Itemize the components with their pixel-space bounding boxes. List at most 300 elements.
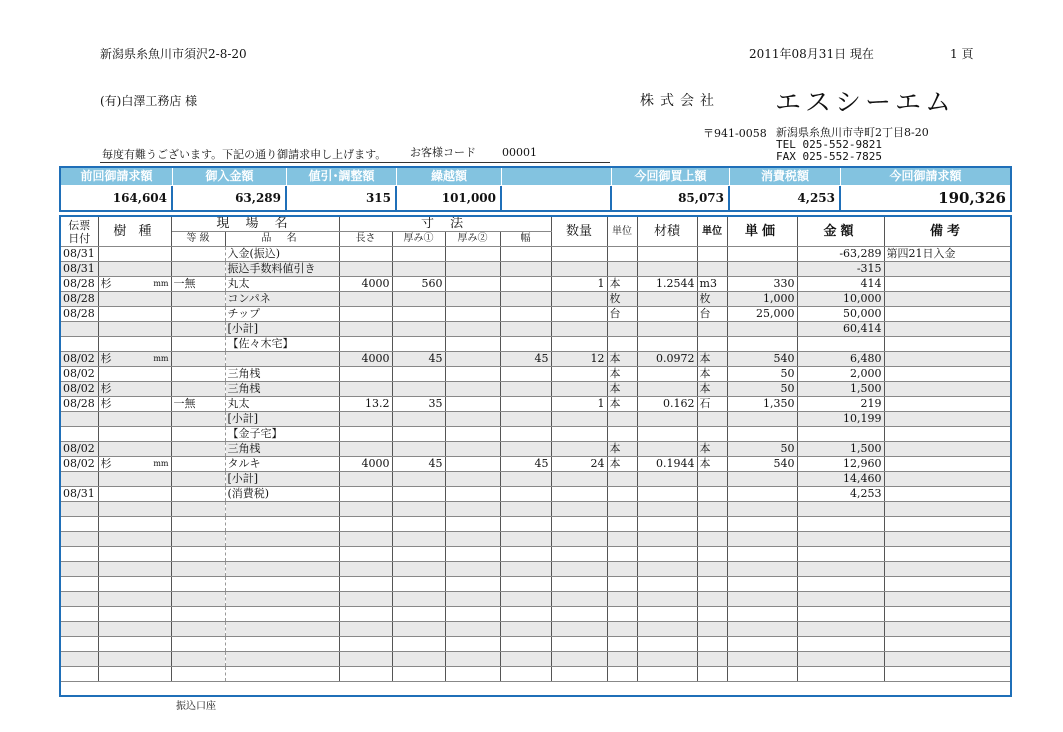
cell-thick1 [392,577,445,592]
cell-unit [607,547,637,562]
cell-length [339,487,392,502]
cell-species [98,247,171,262]
table-row [61,247,1010,262]
cell-product-text: [小計] [227,322,259,335]
cell-unit2-text: 枚 [699,292,711,305]
col-date-line1: 伝票 [68,218,91,232]
cell-unit2-text: 本 [699,442,711,455]
cell-product [225,262,339,277]
cell-unit2-text: 台 [699,307,711,320]
cell-species [98,577,171,592]
cell-species [98,307,171,322]
col-price: 単価 [727,217,797,247]
cell-amount-text: 14,460 [843,472,882,485]
cell-qty [551,472,607,487]
summary-total: 190,326 [938,189,1006,207]
cell-amount [797,592,884,607]
cell-volume-text: 0.1944 [656,457,695,470]
cell-length [339,382,392,397]
cell-species [98,562,171,577]
cell-length [339,577,392,592]
cell-length-text: 13.2 [365,397,390,410]
cell-qty [551,622,607,637]
cell-unit2-text: 本 [699,382,711,395]
cell-grade [171,652,225,667]
cell-thick1 [392,637,445,652]
company-fax: FAX 025-552-7825 [776,150,882,163]
cell-remarks [884,652,1010,667]
cell-thick1 [392,472,445,487]
cell-qty [551,337,607,352]
cell-qty [551,667,607,682]
cell-amount-text: 10,000 [843,292,882,305]
empty-row [61,607,1010,622]
summary-label-previous: 前回御請求額 [61,168,173,185]
cell-qty [551,637,607,652]
cell-volume [637,367,697,382]
cell-unit2 [697,532,727,547]
cell-unit2 [697,472,727,487]
cell-price [727,652,797,667]
col-date [61,217,98,247]
cell-qty [551,502,607,517]
cell-date [61,502,98,517]
cell-price [727,427,797,442]
cell-date [61,352,98,367]
cell-width [500,487,551,502]
cell-remarks [884,547,1010,562]
cell-volume [637,472,697,487]
cell-amount [797,532,884,547]
cell-thick1 [392,247,445,262]
cell-unit [607,352,637,367]
cell-product [225,337,339,352]
cell-grade [171,562,225,577]
cell-amount-text: 50,000 [843,307,882,320]
cell-volume [637,277,697,292]
cell-price [727,397,797,412]
cell-volume [637,592,697,607]
cell-product [225,277,339,292]
invoice-date: 2011年08月31日 現在 [749,47,874,61]
cell-date [61,382,98,397]
cell-date [61,397,98,412]
cell-unit2 [697,607,727,622]
cell-amount-text: 2,000 [850,367,882,380]
cell-unit2 [697,652,727,667]
cell-unit [607,667,637,682]
cell-width [500,532,551,547]
cell-width [500,352,551,367]
cell-species [98,277,171,292]
cell-species [98,517,171,532]
cell-thick1 [392,322,445,337]
cell-thick2 [445,532,500,547]
empty-row [61,622,1010,637]
cell-amount-text: 1,500 [850,382,882,395]
cell-width [500,427,551,442]
cell-width [500,382,551,397]
cell-width [500,457,551,472]
empty-row [61,517,1010,532]
cell-thick1 [392,532,445,547]
cell-thick2 [445,322,500,337]
cell-species [98,262,171,277]
cell-grade [171,637,225,652]
cell-thick2 [445,262,500,277]
cell-date-text: 08/28 [63,307,95,320]
cell-length [339,397,392,412]
cell-unit2 [697,502,727,517]
cell-thick2 [445,442,500,457]
cell-remarks [884,517,1010,532]
cell-unit2 [697,367,727,382]
cell-thick2 [445,367,500,382]
cell-thick1 [392,562,445,577]
empty-row [61,652,1010,667]
cell-remarks [884,637,1010,652]
cell-price [727,352,797,367]
cell-grade [171,577,225,592]
cell-price [727,262,797,277]
cell-product-text: 入金(振込) [227,247,281,260]
cell-thick2 [445,547,500,562]
cell-date [61,607,98,622]
cell-qty [551,277,607,292]
cell-thick1 [392,292,445,307]
cell-price-text: 540 [773,352,795,365]
cell-length [339,307,392,322]
cell-price [727,337,797,352]
empty-row [61,547,1010,562]
cell-unit2-text: 本 [699,352,711,365]
cell-width [500,247,551,262]
cell-thick1 [392,427,445,442]
cell-date [61,262,98,277]
cell-species [98,412,171,427]
cell-amount-text: 6,480 [850,352,882,365]
cell-width-text: 45 [534,352,549,365]
cell-product [225,472,339,487]
cell-qty [551,427,607,442]
cell-width [500,442,551,457]
cell-remarks-text: 第四21日入金 [886,247,956,260]
cell-thick1-text: 45 [428,352,443,365]
empty-row [61,667,1010,682]
cell-remarks [884,277,1010,292]
cell-thick2 [445,457,500,472]
cell-volume [637,337,697,352]
cell-price-text: 330 [773,277,795,290]
cell-price [727,247,797,262]
cell-length [339,622,392,637]
table-row [61,397,1010,412]
cell-species [98,382,171,397]
cell-qty [551,247,607,262]
cell-product-text: 丸太 [227,277,250,290]
cell-qty [551,382,607,397]
cell-unit-text: 本 [609,457,621,470]
table-row [61,322,1010,337]
cell-grade [171,337,225,352]
cell-unit2 [697,262,727,277]
cell-remarks [884,502,1010,517]
cell-price [727,442,797,457]
col-volume: 材積 [637,217,697,247]
cell-width [500,622,551,637]
cell-amount [797,322,884,337]
cell-width [500,292,551,307]
cell-qty [551,487,607,502]
cell-unit [607,412,637,427]
cell-species [98,352,171,367]
table-row [61,427,1010,442]
summary-previous: 164,604 [61,186,173,210]
cell-grade [171,532,225,547]
cell-price [727,382,797,397]
col-qty: 数量 [551,217,607,247]
cell-unit2 [697,337,727,352]
cell-price [727,322,797,337]
cell-remarks [884,607,1010,622]
cell-qty [551,652,607,667]
cell-date [61,277,98,292]
table-row [61,487,1010,502]
cell-grade [171,457,225,472]
cell-qty [551,607,607,622]
cell-date [61,487,98,502]
cell-unit2-text: 本 [699,367,711,380]
cell-product [225,352,339,367]
cell-amount [797,277,884,292]
cell-unit2-text: 本 [699,457,711,470]
cell-width [500,547,551,562]
cell-grade [171,667,225,682]
cell-remarks [884,292,1010,307]
summary-payment: 63,289 [173,186,287,210]
cell-unit [607,637,637,652]
cell-thick1 [392,487,445,502]
cell-length [339,457,392,472]
cell-species [98,442,171,457]
cell-amount [797,652,884,667]
cell-remarks [884,592,1010,607]
cell-thick1 [392,547,445,562]
cell-remarks [884,487,1010,502]
cell-date [61,547,98,562]
cell-width [500,367,551,382]
cell-volume [637,487,697,502]
cell-volume [637,667,697,682]
cell-grade [171,412,225,427]
cell-date [61,637,98,652]
cell-grade [171,322,225,337]
cell-volume [637,457,697,472]
cell-product-text: タルキ [227,457,261,470]
table-row [61,277,1010,292]
cell-qty [551,397,607,412]
cell-species [98,487,171,502]
cell-product [225,442,339,457]
cell-product [225,322,339,337]
cell-price [727,277,797,292]
cell-date [61,667,98,682]
cell-price [727,622,797,637]
cell-species [98,622,171,637]
cell-remarks [884,457,1010,472]
cell-width [500,517,551,532]
cell-qty-text: 1 [597,397,605,410]
cell-unit [607,502,637,517]
cell-width [500,322,551,337]
greeting-text: 毎度有難うございます。下記の通り御請求申し上げます。 [102,148,387,161]
cell-volume [637,292,697,307]
cell-qty [551,517,607,532]
cell-thick2 [445,487,500,502]
table-row [61,262,1010,277]
cell-species [98,367,171,382]
cell-thick2 [445,307,500,322]
cell-length [339,562,392,577]
cell-product [225,607,339,622]
cell-length [339,337,392,352]
cell-remarks [884,562,1010,577]
cell-unit [607,367,637,382]
cell-length [339,367,392,382]
cell-length [339,502,392,517]
cell-price-text: 1,000 [763,292,795,305]
cell-product [225,592,339,607]
cell-thick2 [445,277,500,292]
company-tel: TEL 025-552-9821 [776,138,882,151]
cell-product [225,652,339,667]
cell-date-text: 08/02 [63,352,95,365]
cell-amount-text: -315 [856,262,882,275]
cell-length [339,667,392,682]
bank-account-label: 振込口座 [176,701,216,712]
cell-product-text: 三角桟 [227,442,261,455]
cell-width [500,667,551,682]
cell-date-text: 08/28 [63,397,95,410]
cell-volume [637,637,697,652]
company-address: 新潟県糸魚川市寺町2丁目8-20 [776,126,929,139]
cell-unit2 [697,592,727,607]
cell-volume [637,442,697,457]
cell-date [61,427,98,442]
greeting-underline [100,162,610,163]
cell-thick1 [392,337,445,352]
cell-unit [607,487,637,502]
customer-code-label: お客様コード [410,146,476,159]
cell-thick2 [445,247,500,262]
table-row [61,337,1010,352]
cell-price [727,502,797,517]
cell-amount [797,472,884,487]
col-thick1: 厚み① [392,232,445,247]
cell-grade [171,592,225,607]
cell-thick2 [445,592,500,607]
cell-unit2 [697,307,727,322]
cell-volume [637,532,697,547]
cell-unit2 [697,622,727,637]
cell-qty [551,322,607,337]
cell-remarks [884,472,1010,487]
cell-qty [551,592,607,607]
cell-date [61,367,98,382]
cell-length [339,292,392,307]
cell-price [727,412,797,427]
cell-date [61,322,98,337]
cell-unit-text: 枚 [609,292,621,305]
cell-qty-text: 24 [590,457,605,470]
cell-volume [637,577,697,592]
cell-unit2 [697,277,727,292]
cell-unit2 [697,412,727,427]
cell-species-text: 杉 [100,382,112,395]
cell-amount [797,502,884,517]
cell-product [225,637,339,652]
cell-amount [797,352,884,367]
cell-qty [551,547,607,562]
cell-width [500,652,551,667]
summary-blank [502,186,612,210]
cell-volume [637,247,697,262]
cell-species [98,397,171,412]
cell-unit [607,277,637,292]
cell-date-text: 08/28 [63,292,95,305]
cell-amount-text: 414 [860,277,882,290]
cell-qty [551,562,607,577]
cell-amount [797,397,884,412]
col-amount: 金額 [797,217,884,247]
cell-length [339,352,392,367]
cell-product [225,397,339,412]
cell-price-text: 540 [773,457,795,470]
cell-volume [637,517,697,532]
cell-qty [551,367,607,382]
cell-volume [637,622,697,637]
summary-box [59,166,1012,212]
table-row [61,412,1010,427]
cell-thick2 [445,397,500,412]
summary-label-payment: 御入金額 [173,168,287,185]
cell-unit [607,427,637,442]
table-row [61,442,1010,457]
cell-product [225,532,339,547]
cell-unit-text: 本 [609,382,621,395]
cell-species [98,592,171,607]
cell-product [225,562,339,577]
cell-thick2 [445,622,500,637]
cell-thick1 [392,262,445,277]
cell-grade-text: 一無 [173,277,196,290]
cell-grade [171,487,225,502]
cell-thick1 [392,442,445,457]
customer-name: (有)白澤工務店 様 [100,94,198,108]
cell-unit [607,307,637,322]
cell-product-text: [小計] [227,472,259,485]
cell-unit2 [697,517,727,532]
cell-amount [797,412,884,427]
cell-length [339,472,392,487]
cell-thick2 [445,637,500,652]
cell-volume-text: 0.0972 [656,352,695,365]
cell-date [61,577,98,592]
cell-unit [607,337,637,352]
cell-product-text: チップ [227,307,261,320]
cell-date-text: 08/02 [63,457,95,470]
cell-grade [171,277,225,292]
